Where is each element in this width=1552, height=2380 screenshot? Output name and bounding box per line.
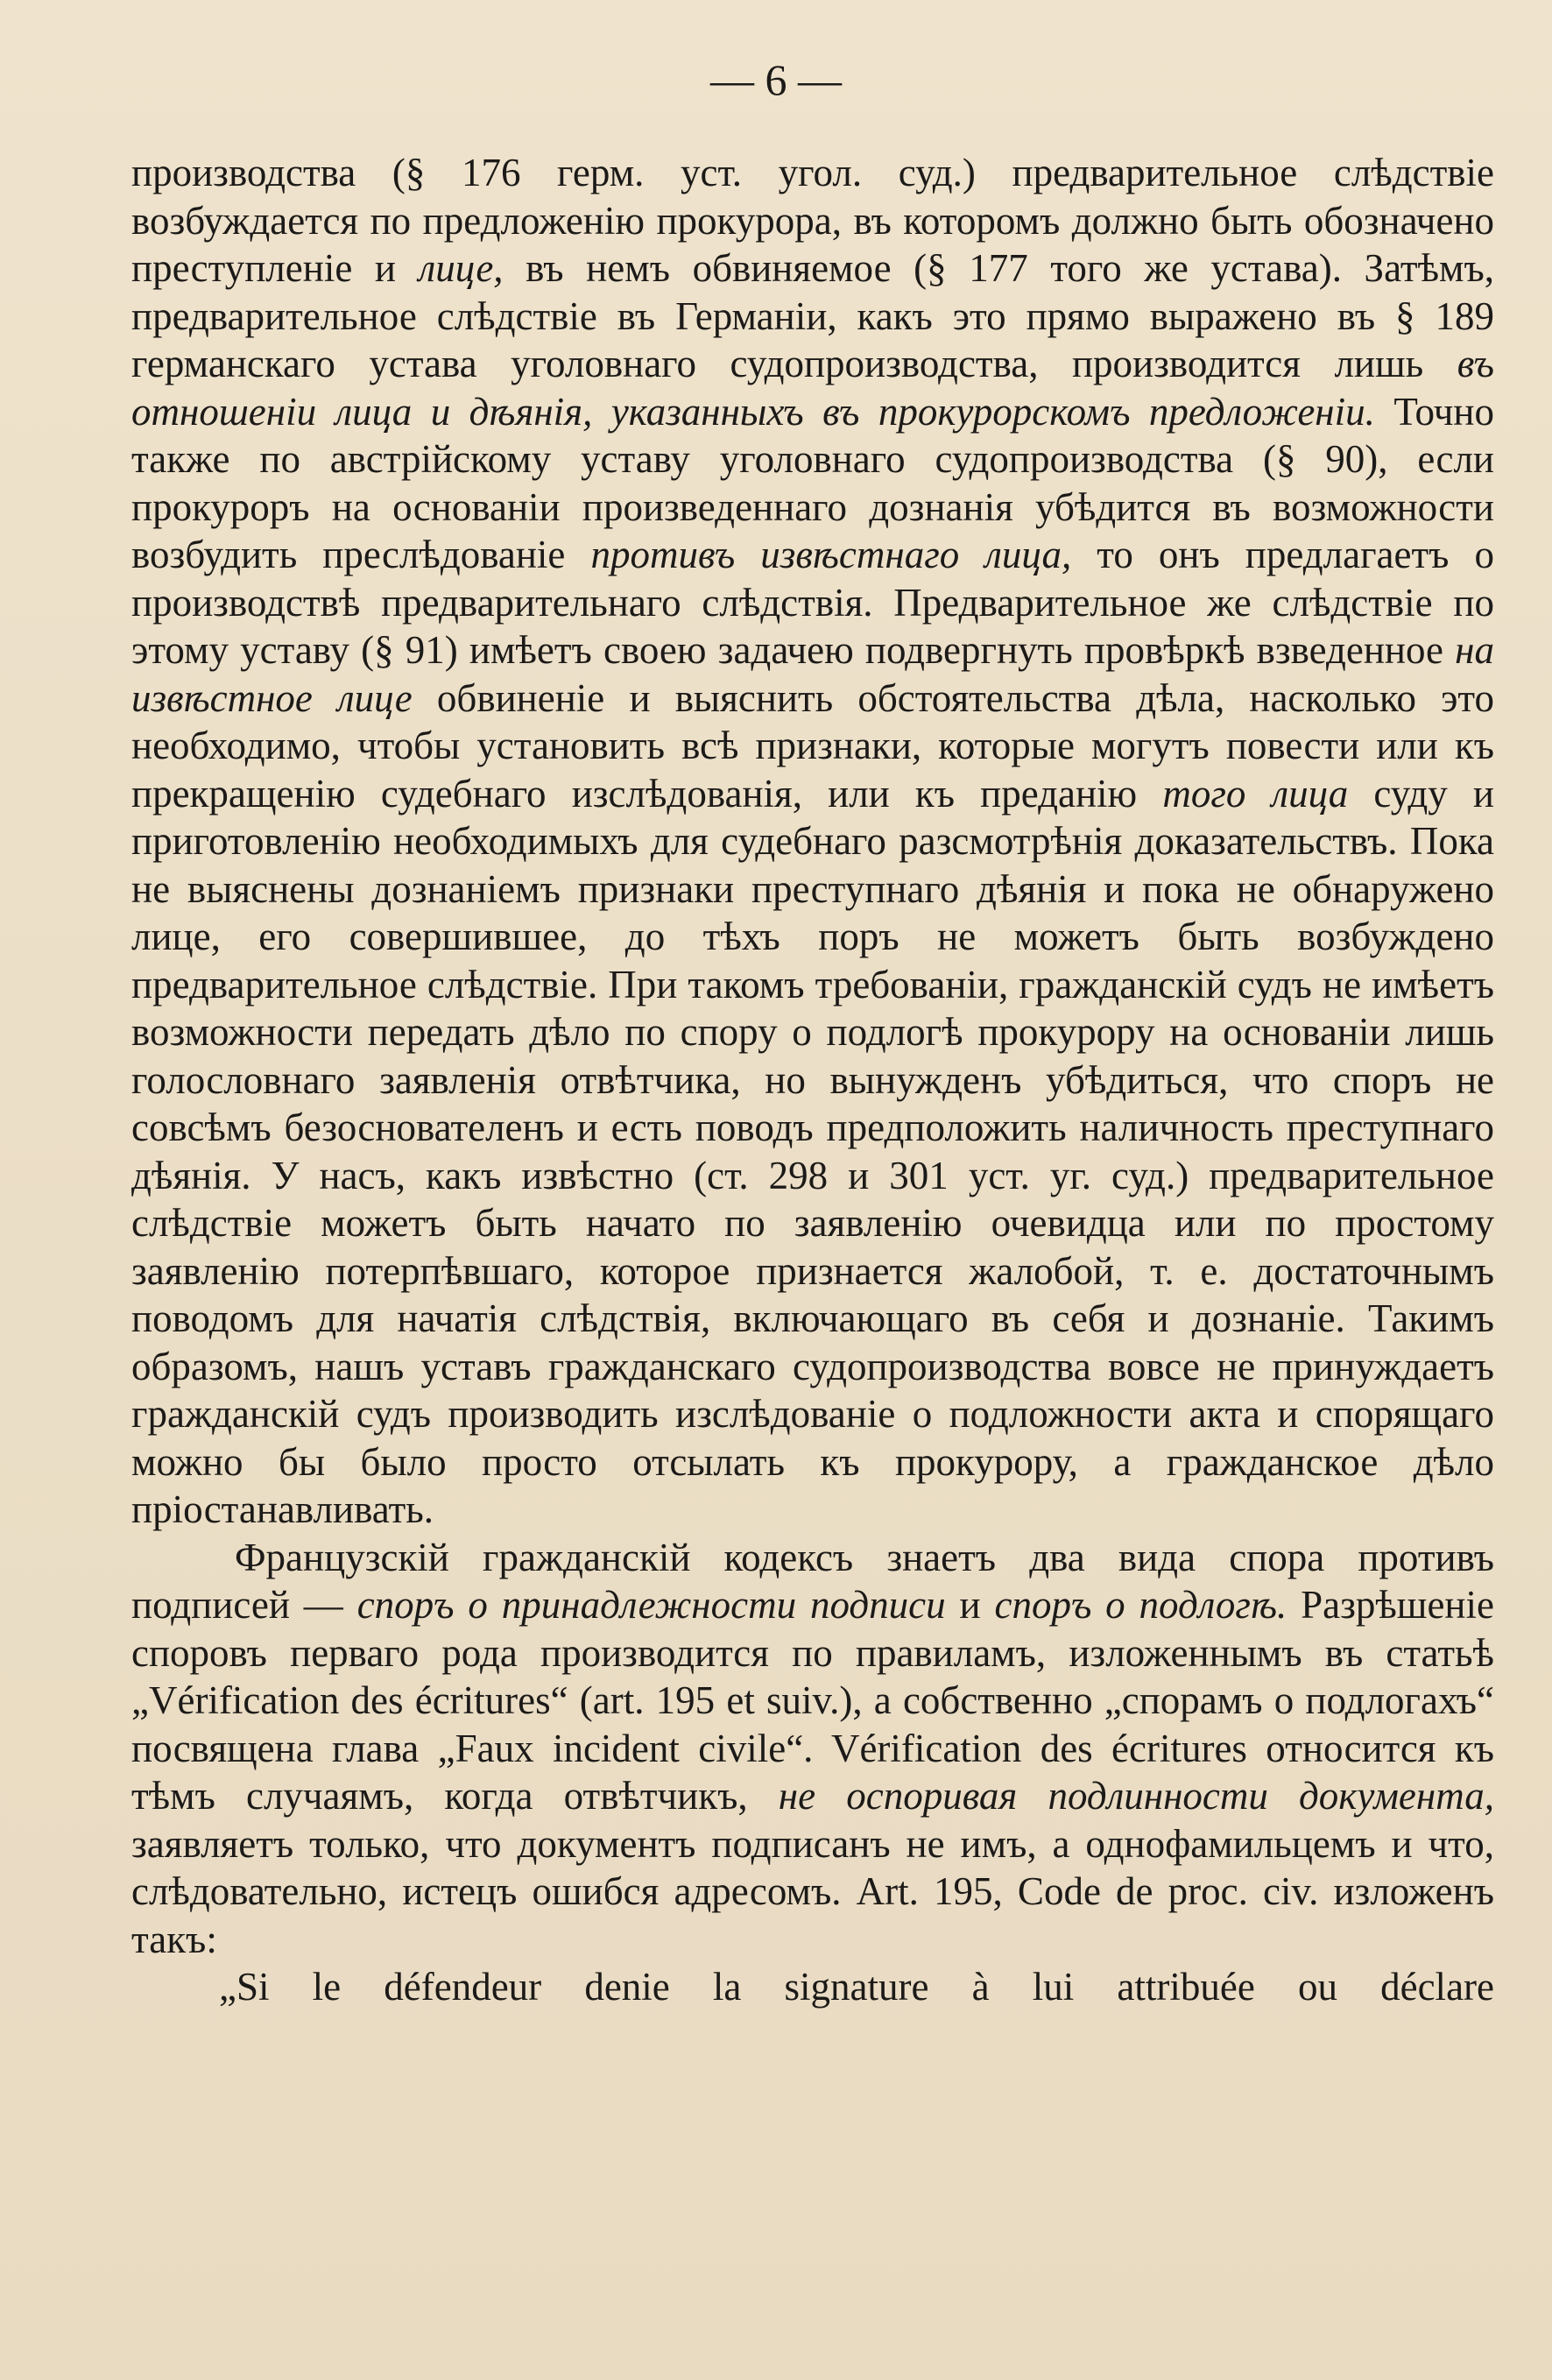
italic-run: того лица (1162, 771, 1349, 816)
text-run: въ немъ обвиняемое (§ 177 того же устава). Затѣмъ, предварительное слѣдствіе въ Германіи, какъ это прямо выражено въ § 189 германскаго устава уголовнаго судопроизводства, производится лишь (131, 246, 1495, 385)
italic-run: въ отношеніи лица и дѣянія, указанныхъ въ прокурорскомъ предложеніи. (131, 342, 1494, 434)
text-run: „Si le défendeur denie la signature à lui attribuée ou déclare (219, 1965, 1494, 2009)
page-number: — 6 — (710, 55, 842, 104)
italic-run: противъ извѣстнаго лица, (590, 533, 1072, 576)
italic-run: лице, (418, 246, 504, 290)
text-run: заявляетъ только, что документъ подписанъ не имъ, а однофамильцемъ и что, слѣдовательно, истецъ ошибся адресомъ. Art. 195, Code de proc. civ. изложенъ такъ: (131, 1821, 1494, 1961)
text-run: и (945, 1583, 995, 1627)
text-run: суду и приготовленію необходимыхъ для судебнаго разсмотрѣнія доказательствъ. Пока не выяснены дознаніемъ признаки преступнаго дѣянія и пока не обнаружено лице, его совершившее, до тѣхъ поръ не можетъ быть возбуждено предварительное слѣдствіе. При такомъ требованіи, гражданскій судъ не имѣетъ возможности передать дѣло по спору о подлогѣ прокурору на основаніи лишь голословнаго заявленія отвѣтчика, но вынужденъ убѣдиться, что споръ не совсѣмъ безоснователенъ и есть поводъ предположить наличность преступнаго дѣянія. У насъ, какъ извѣстно (ст. 298 и 301 уст. уг. суд.) предварительное слѣдствіе можетъ быть начато по заявленію очевидца или по простому заявленію потерпѣвшаго, которое признается жалобой, т. е. достаточнымъ поводомъ для начатія слѣдствія, включающаго въ себя и дознаніе. Такимъ образомъ, нашъ уставъ гражданскаго судопроизводства вовсе не принуждаетъ гражданскій судъ производить изслѣдованіе о подложности акта и спорящаго можно бы было просто отсылать къ прокурору, а гражданское дѣло пріостанавливать. (131, 771, 1495, 1531)
italic-run: споръ о подлогѣ. (994, 1583, 1287, 1627)
italic-run: на извѣстное лице (131, 628, 1494, 720)
paragraph-2 (131, 1534, 1494, 1964)
paragraph-3-quote (131, 1963, 1494, 2011)
paragraph-1 (131, 149, 1494, 1534)
body-text (131, 149, 1494, 2011)
text-run: то онъ предлагаетъ о производствѣ предварительнаго слѣдствія. Предварительное же слѣдствіе по этому уставу (§ 91) имѣетъ своею задачею подвергнуть провѣркѣ взведенное (131, 533, 1494, 672)
italic-run: не оспоривая подлинности документа, (778, 1774, 1495, 1818)
text-run: Французскій гражданскій кодексъ знаетъ два вида спора противъ подписей — (131, 1535, 1494, 1627)
text-run: производства (§ 176 герм. уст. угол. суд.) предварительное слѣдствіе возбуждается по предложенію прокурора, въ которомъ должно быть обозначено преступленіе и (131, 151, 1494, 290)
text-run: Точно также по австрійскому уставу уголовнаго судопроизводства (§ 90), если прокуроръ на основаніи произведеннаго дознанія убѣдится въ возможности возбудить преслѣдованіе (131, 389, 1495, 576)
text-run: обвиненіе и выяснить обстоятельства дѣла, насколько это необходимо, чтобы установить всѣ признаки, которые могутъ повести или къ прекращенію судебнаго изслѣдованія, или къ преданію (131, 675, 1494, 816)
text-run: Разрѣшеніе споровъ перваго рода производится по правиламъ, изложеннымъ въ статьѣ „Vérification des écritures“ (art. 195 et suiv.), а собственно „спорамъ о подлогахъ“ посвящена глава „Faux incident civile“. Vérification des écritures относится къ тѣмъ случаямъ, когда отвѣтчикъ, (131, 1583, 1494, 1818)
italic-run: споръ о принадлежности подписи (356, 1583, 946, 1627)
